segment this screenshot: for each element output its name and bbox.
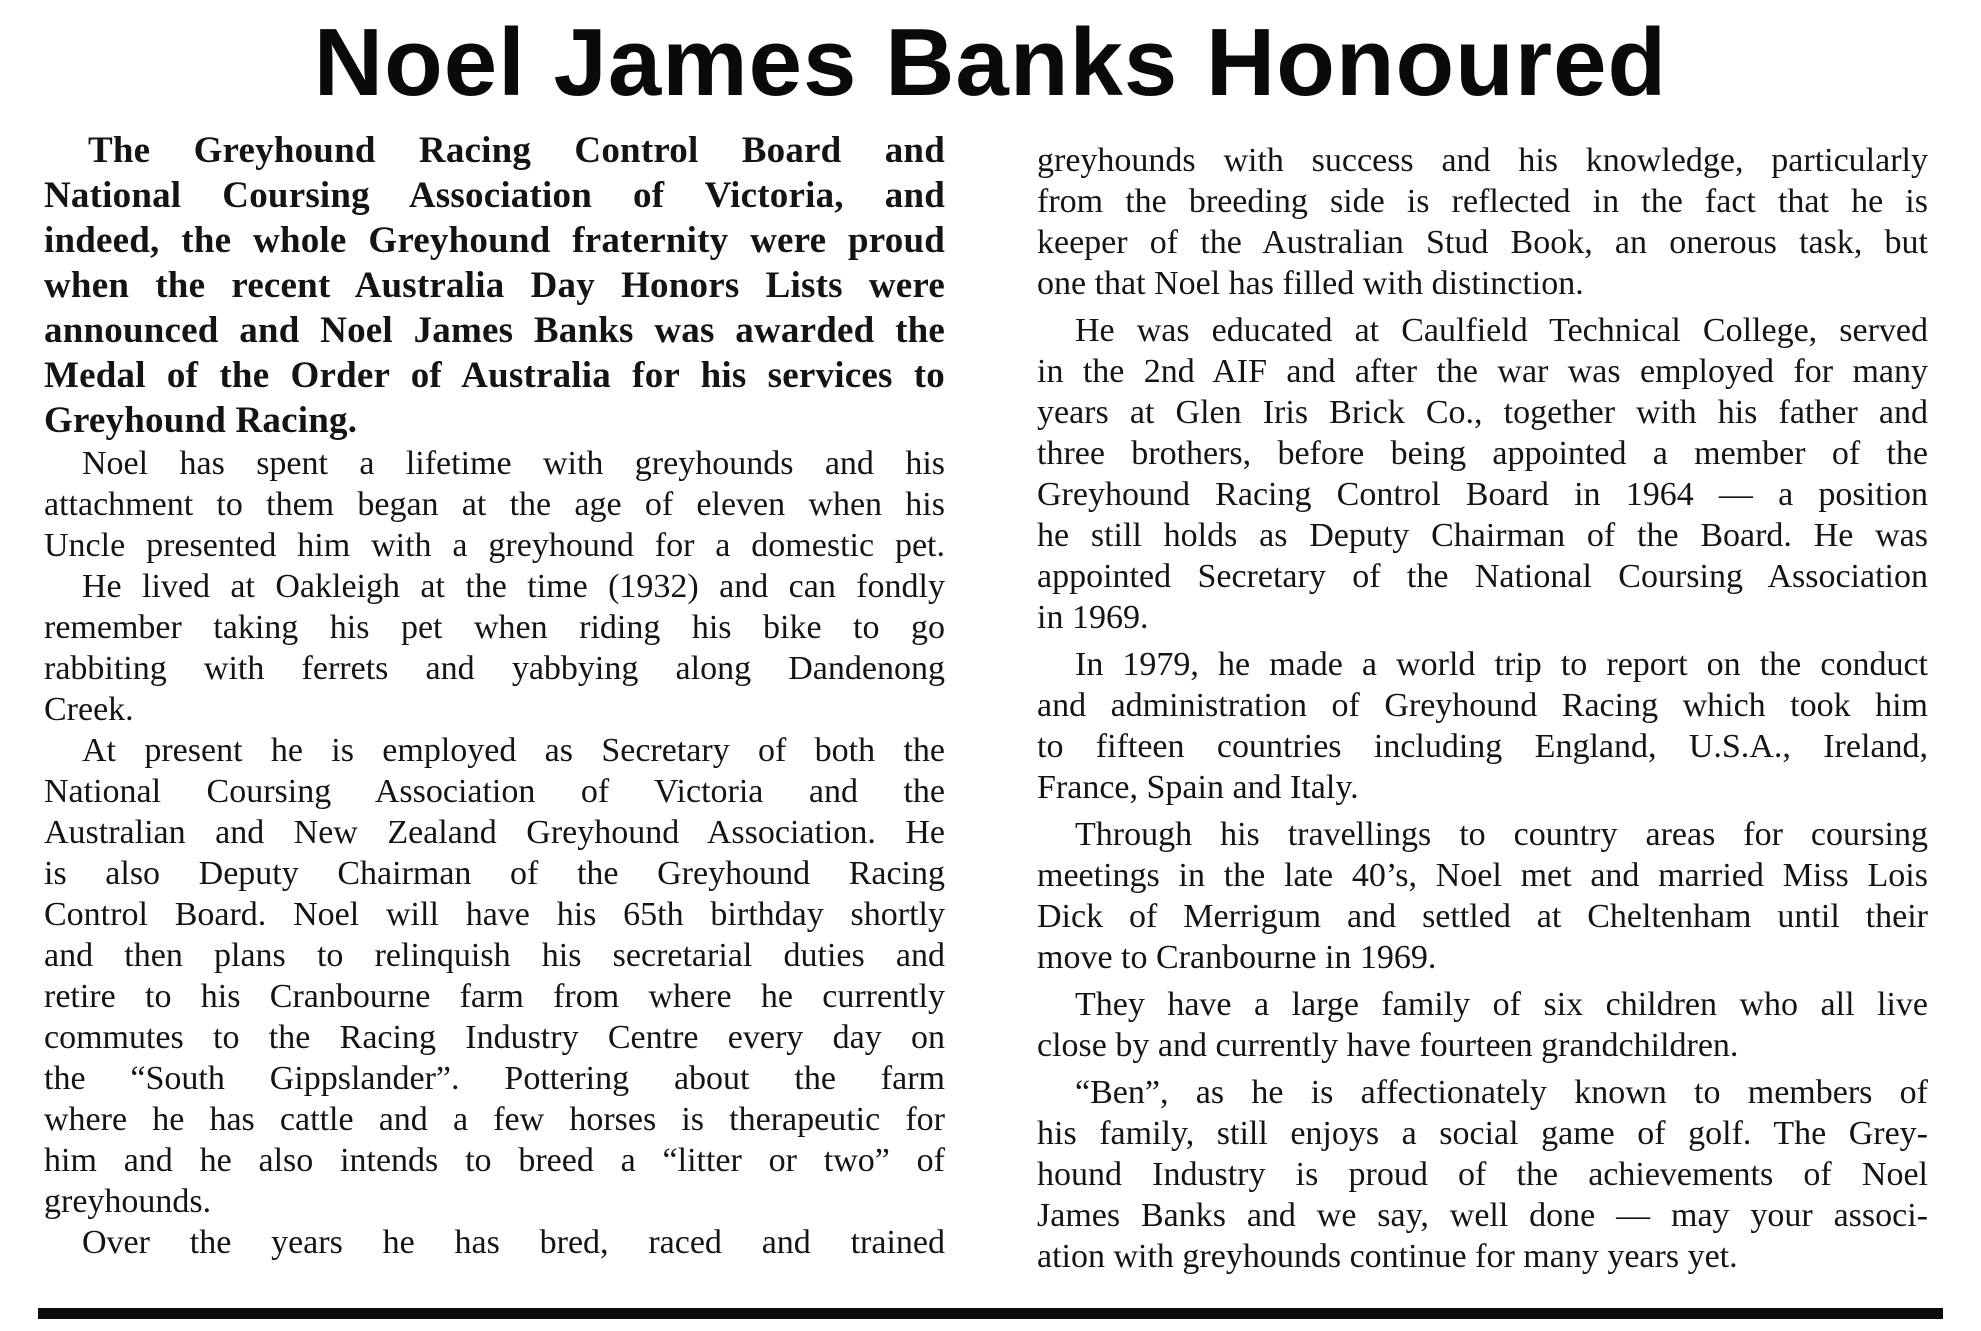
text-line: in 1969.	[1037, 599, 1149, 636]
paragraph	[44, 566, 945, 730]
text-line: He was educated at Caulfield Technical College, served	[1075, 312, 1928, 349]
text-line: and administration of Greyhound Racing which took him	[1037, 687, 1928, 724]
text-line: France, Spain and Italy.	[1037, 769, 1359, 806]
intro-line: announced and Noel James Banks was awarded the	[44, 310, 945, 351]
text-line: the “South Gippslander”. Pottering about the farm	[44, 1060, 945, 1097]
text-line: At present he is employed as Secretary of both the	[82, 732, 945, 769]
text-line: National Coursing Association of Victoria and the	[44, 773, 945, 810]
text-line: he still holds as Deputy Chairman of the Board. He was	[1037, 517, 1928, 554]
paragraph	[1037, 814, 1928, 978]
text-line: his family, still enjoys a social game of golf. The Grey-	[1037, 1115, 1928, 1152]
text-line: meetings in the late 40’s, Noel met and married Miss Lois	[1037, 857, 1928, 894]
paragraph	[44, 1222, 945, 1263]
text-line: He lived at Oakleigh at the time (1932) and can fondly	[82, 568, 945, 605]
text-line: appointed Secretary of the National Coursing Association	[1037, 558, 1928, 595]
bottom-rule	[38, 1308, 1943, 1319]
text-line: Uncle presented him with a greyhound for a domestic pet.	[44, 527, 945, 564]
text-line: greyhounds.	[44, 1183, 212, 1220]
left-column	[44, 128, 945, 1263]
text-line: James Banks and we say, well done — may your associ-	[1037, 1197, 1928, 1234]
text-line: Dick of Merrigum and settled at Cheltenham until their	[1037, 898, 1928, 935]
text-line: ation with greyhounds continue for many years yet.	[1037, 1238, 1738, 1275]
paragraph	[44, 443, 945, 566]
text-line: years at Glen Iris Brick Co., together with his father and	[1037, 394, 1928, 431]
text-line: close by and currently have fourteen grandchildren.	[1037, 1027, 1739, 1064]
paragraph	[1037, 310, 1928, 638]
text-line: In 1979, he made a world trip to report on the conduct	[1075, 646, 1928, 683]
text-line: commutes to the Racing Industry Centre every day on	[44, 1019, 945, 1056]
text-line: retire to his Cranbourne farm from where he currently	[44, 978, 945, 1015]
text-line: move to Cranbourne in 1969.	[1037, 939, 1437, 976]
intro-line: indeed, the whole Greyhound fraternity were proud	[44, 220, 945, 261]
text-line: Noel has spent a lifetime with greyhounds and his	[82, 445, 945, 482]
paragraph	[1037, 644, 1928, 808]
text-line: Creek.	[44, 691, 134, 728]
intro-paragraph	[44, 128, 945, 443]
intro-line: Medal of the Order of Australia for his services to	[44, 355, 945, 396]
intro-line: The Greyhound Racing Control Board and	[88, 130, 945, 171]
paragraph	[1037, 140, 1928, 304]
text-line: keeper of the Australian Stud Book, an onerous task, but	[1037, 224, 1928, 261]
intro-line: National Coursing Association of Victoria, and	[44, 175, 945, 216]
article-headline: Noel James Banks Honoured	[313, 9, 1668, 116]
text-line: hound Industry is proud of the achievements of Noel	[1037, 1156, 1928, 1193]
text-line: Over the years he has bred, raced and trained	[82, 1224, 945, 1261]
paragraph	[44, 730, 945, 1222]
text-line: one that Noel has filled with distinction.	[1037, 265, 1584, 302]
text-line: where he has cattle and a few horses is therapeutic for	[44, 1101, 945, 1138]
text-line: and then plans to relinquish his secretarial duties and	[44, 937, 945, 974]
text-line: They have a large family of six children who all live	[1075, 986, 1928, 1023]
text-line: Greyhound Racing Control Board in 1964 — a position	[1037, 476, 1928, 513]
text-line: in the 2nd AIF and after the war was employed for many	[1037, 353, 1928, 390]
intro-line: when the recent Australia Day Honors Lists were	[44, 265, 945, 306]
text-line: “Ben”, as he is affectionately known to members of	[1075, 1074, 1928, 1111]
text-line: attachment to them began at the age of eleven when his	[44, 486, 945, 523]
text-line: three brothers, before being appointed a member of the	[1037, 435, 1928, 472]
text-line: greyhounds with success and his knowledge, particularly	[1037, 142, 1928, 179]
text-line: Through his travellings to country areas for coursing	[1075, 816, 1928, 853]
right-column	[1037, 140, 1928, 1277]
paragraph	[1037, 1072, 1928, 1277]
text-line: from the breeding side is reflected in the fact that he is	[1037, 183, 1928, 220]
text-line: Control Board. Noel will have his 65th birthday shortly	[44, 896, 945, 933]
text-line: rabbiting with ferrets and yabbying along Dandenong	[44, 650, 945, 687]
text-line: Australian and New Zealand Greyhound Association. He	[44, 814, 945, 851]
intro-line: Greyhound Racing.	[44, 400, 358, 441]
text-line: to fifteen countries including England, U.S.A., Ireland,	[1037, 728, 1928, 765]
text-line: is also Deputy Chairman of the Greyhound Racing	[44, 855, 945, 892]
paragraph	[1037, 984, 1928, 1066]
text-line: remember taking his pet when riding his bike to go	[44, 609, 945, 646]
text-line: him and he also intends to breed a “litter or two” of	[44, 1142, 945, 1179]
